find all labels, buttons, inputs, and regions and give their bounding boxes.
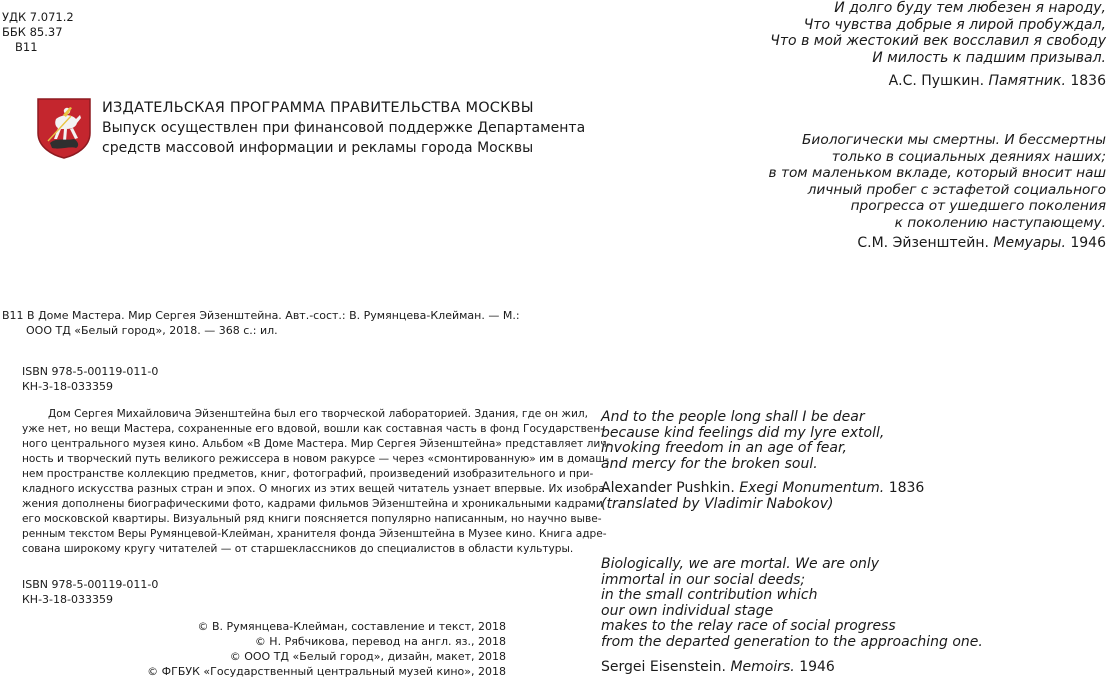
moscow-coat-of-arms-icon xyxy=(36,97,92,159)
program-title: ИЗДАТЕЛЬСКАЯ ПРОГРАММА ПРАВИТЕЛЬСТВА МОСКВЫ xyxy=(102,100,534,116)
copyright-line: © В. Румянцева-Клейман, составление и текст, 2018 xyxy=(197,620,506,633)
abstract-line: его московской квартиры. Визуальный ряд книги поясняется популярно написанным, но научно выве- xyxy=(22,513,602,525)
epigraph-eisenstein-ru-attribution xyxy=(857,234,1106,252)
attribution-year: 1946 xyxy=(1070,235,1106,251)
quote-line: к поколению наступающему. xyxy=(894,214,1106,231)
epigraph-eisenstein-ru xyxy=(769,132,1106,231)
attribution-author: С.М. Эйзенштейн. xyxy=(857,235,989,251)
attribution-year: 1836 xyxy=(1070,73,1106,89)
bbk-code: ББК 85.37 xyxy=(2,25,63,39)
abstract-line: ность и творческий путь великого режиссера в новом ракурсе — через «смонтированную» им в домаш- xyxy=(22,453,609,465)
abstract-line: Дом Сергея Михайловича Эйзенштейна был его творческой лабораторией. Здания, где он жил, xyxy=(48,408,589,420)
quote-line: личный пробег с эстафетой социального xyxy=(807,181,1106,198)
quote-line: Biologically, we are mortal. We are only xyxy=(601,556,880,572)
quote-line: immortal in our social deeds; xyxy=(601,571,806,588)
attribution-work: Memoirs. xyxy=(730,659,795,675)
program-support-line-2: средств массовой информации и рекламы города Москвы xyxy=(102,140,534,156)
abstract-line: ренным текстом Веры Румянцевой-Клейман, хранителя фонда Эйзенштейна в Музее кино. Книга адре- xyxy=(22,528,607,540)
epigraph-eisenstein-en xyxy=(601,557,983,650)
copyright-line: © ФГБУК «Государственный центральный музей кино», 2018 xyxy=(147,665,506,678)
attribution-year: 1946 xyxy=(799,659,835,675)
biblio-line-2: ООО ТД «Белый город», 2018. — 368 с.: ил. xyxy=(26,324,278,337)
abstract-line: ного центрального музея кино. Альбом «В Доме Мастера. Мир Сергея Эйзенштейна» представляет лич- xyxy=(22,438,611,450)
isbn-block-bottom xyxy=(22,577,158,607)
poem-line: И долго буду тем любезен я народу, xyxy=(834,0,1106,16)
copyright-notices xyxy=(147,619,506,679)
author-mark: В11 xyxy=(15,40,38,54)
abstract-line: нем пространстве коллекцию предметов, книг, фотографий, произведений изобразительного и при- xyxy=(22,468,594,480)
attribution-author: Sergei Eisenstein. xyxy=(601,659,726,675)
isbn: ISBN 978-5-00119-011-0 xyxy=(22,365,159,378)
attribution-author: А.С. Пушкин. xyxy=(888,73,985,89)
isbn: ISBN 978-5-00119-011-0 xyxy=(22,578,159,591)
epigraph-eisenstein-en-attribution xyxy=(601,658,835,676)
quote-line: our own individual stage xyxy=(601,602,774,619)
kn-code: КН-3-18-033359 xyxy=(22,593,113,606)
publishing-program xyxy=(102,98,585,158)
quote-line: makes to the relay race of social progress xyxy=(601,618,896,634)
poem-line: because kind feelings did my lyre extoll, xyxy=(601,424,885,441)
copyright-line: © Н. Рябчикова, перевод на англ. яз., 2018 xyxy=(254,635,506,648)
quote-line: from the departed generation to the approaching one. xyxy=(601,633,983,650)
attribution-work: Exegi Monumentum. xyxy=(739,480,885,496)
poem-line: Что чувства добрые я лирой пробуждал, xyxy=(803,16,1106,33)
isbn-block-top xyxy=(22,364,158,394)
poem-line: invoking freedom in an age of fear, xyxy=(601,440,847,456)
translator-credit: (translated by Vladimir Nabokov) xyxy=(601,495,834,512)
quote-line: прогресса от ушедшего поколения xyxy=(850,198,1106,214)
abstract-line: сована широкому кругу читателей — от старшеклассников до специалистов в области культуры. xyxy=(22,543,574,555)
attribution-work: Мемуары. xyxy=(993,235,1066,251)
abstract-line: кладного искусства разных стран и эпох. О многих из этих вещей читатель узнает впервые. Их изобра- xyxy=(22,483,609,495)
quote-line: in the small contribution which xyxy=(601,587,818,603)
attribution-year: 1836 xyxy=(888,480,925,496)
epigraph-pushkin-ru-attribution xyxy=(889,72,1106,90)
biblio-line-1: В11 В Доме Мастера. Мир Сергея Эйзенштейна. Авт.-сост.: В. Румянцева-Клейман. — М.: xyxy=(2,309,520,322)
attribution-author: Alexander Pushkin. xyxy=(601,480,735,496)
copyright-line: © ООО ТД «Белый город», дизайн, макет, 2018 xyxy=(229,650,506,663)
poem-line: And to the people long shall I be dear xyxy=(601,409,865,425)
kn-code: КН-3-18-033359 xyxy=(22,380,113,393)
program-support-line-1: Выпуск осуществлен при финансовой поддержке Департамента xyxy=(102,120,586,136)
poem-line: Что в мой жестокий век восславил я свободу xyxy=(770,33,1106,49)
epigraph-pushkin-en xyxy=(601,410,884,472)
abstract-line: жения дополнены биографическими фото, кадрами фильмов Эйзенштейна и хроникальными кадрами xyxy=(22,498,603,510)
poem-line: and mercy for the broken soul. xyxy=(601,455,818,472)
bibliographic-record xyxy=(2,308,520,338)
abstract-line: уже нет, но вещи Мастера, сохраненные его вдовой, вошли как составная часть в фонд Государствен- xyxy=(22,423,605,435)
quote-line: Биологически мы смертны. И бессмертны xyxy=(802,132,1106,148)
book-abstract xyxy=(22,407,611,557)
attribution-work: Памятник. xyxy=(988,73,1066,89)
epigraph-pushkin-en-attribution xyxy=(601,481,924,512)
quote-line: только в социальных деяниях наших; xyxy=(831,148,1106,165)
udc-code: УДК 7.071.2 xyxy=(2,10,74,24)
classification-codes xyxy=(2,10,74,55)
epigraph-pushkin-ru xyxy=(770,0,1106,66)
poem-line: И милость к падшим призывал. xyxy=(872,49,1106,66)
quote-line: в том маленьком вкладе, который вносит наш xyxy=(768,165,1106,181)
